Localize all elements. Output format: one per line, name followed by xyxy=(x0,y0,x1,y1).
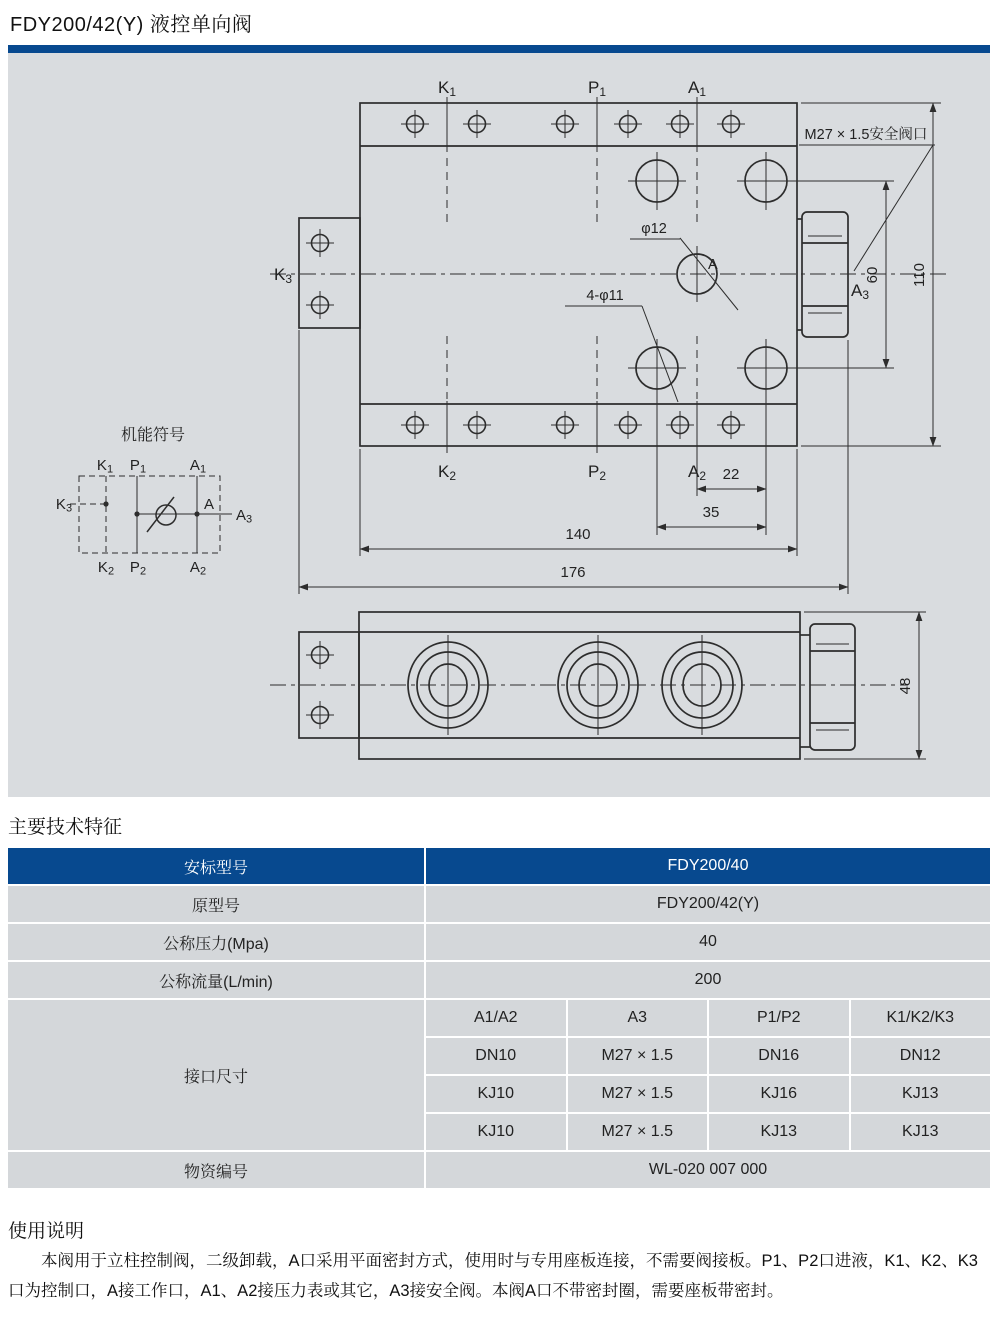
port-label-a1: A1 xyxy=(687,78,707,99)
port-size-header-row xyxy=(426,1000,990,1036)
port-size-row xyxy=(426,1076,990,1112)
port-size-cell: M27 × 1.5 xyxy=(568,1114,708,1150)
usage-paragraph: 本阀用于立柱控制阀，二级卸载，A口采用平面密封方式，使用时与专用座板连接，不需要阀接板。P1、P2口进液，K1、K2、K3口为控制口，A接工作口，A1、A2接压力表或其它，A3接安全阀。本阀A口不带密封圈，需要座板带密封。 xyxy=(8,1252,978,1300)
port-size-cell: M27 × 1.5 xyxy=(568,1038,708,1074)
port-size-cell: KJ10 xyxy=(426,1114,566,1150)
port-size-cell: DN10 xyxy=(426,1038,566,1074)
port-size-cell: KJ13 xyxy=(851,1076,991,1112)
spec-row-label: 公称流量(L/min) xyxy=(8,962,424,998)
spec-row-label: 原型号 xyxy=(8,886,424,922)
svg-text:176: 176 xyxy=(560,564,586,581)
svg-text:22: 22 xyxy=(722,466,740,483)
symbol-label-a1: A1 xyxy=(189,457,207,476)
svg-text:4-φ11: 4-φ11 xyxy=(586,288,624,304)
port-size-cell: DN16 xyxy=(709,1038,849,1074)
port-size-cell: KJ13 xyxy=(709,1114,849,1150)
spec-row-value: 200 xyxy=(426,962,990,998)
port-label-a2: A2 xyxy=(687,462,707,483)
port-size-cell: K1/K2/K3 xyxy=(851,1000,991,1036)
port-size-cell: DN12 xyxy=(851,1038,991,1074)
page-title: FDY200/42(Y) 液控单向阀 xyxy=(10,14,253,36)
port-label-p2: P2 xyxy=(587,462,607,483)
title-divider-bar xyxy=(8,45,990,53)
junction-dot xyxy=(194,511,199,516)
svg-text:140: 140 xyxy=(565,526,591,543)
spec-row-value: FDY200/40 xyxy=(426,848,990,884)
tech-spec-heading: 主要技术特征 xyxy=(8,817,123,838)
spec-row-value: 40 xyxy=(426,924,990,960)
symbol-label-k1: K1 xyxy=(96,457,114,476)
port-size-cell: A3 xyxy=(568,1000,708,1036)
symbol-label-a3: A3 xyxy=(236,507,253,526)
junction-dot xyxy=(103,501,108,506)
port-size-cell: KJ16 xyxy=(709,1076,849,1112)
valve-engineering-drawing xyxy=(8,53,990,797)
technical-drawing-panel xyxy=(8,53,990,797)
symbol-label-a: A xyxy=(204,496,215,513)
port-size-cell: KJ10 xyxy=(426,1076,566,1112)
symbol-label-a2: A2 xyxy=(189,559,207,578)
svg-text:110: 110 xyxy=(911,263,928,287)
svg-text:φ12: φ12 xyxy=(641,221,667,237)
material-code-value: WL-020 007 000 xyxy=(426,1152,990,1188)
port-label-a3: A3 xyxy=(850,281,870,302)
symbol-label-p2: P2 xyxy=(129,559,147,578)
junction-dot xyxy=(134,511,139,516)
symbol-label-k2: K2 xyxy=(97,559,115,578)
symbol-title: 机能符号 xyxy=(120,427,186,444)
port-size-row xyxy=(426,1038,990,1074)
port-label-p1: P1 xyxy=(587,78,607,99)
svg-text:48: 48 xyxy=(897,677,914,695)
svg-text:60: 60 xyxy=(864,266,881,284)
port-size-cell: A1/A2 xyxy=(426,1000,566,1036)
port-label-k3: K3 xyxy=(273,265,292,286)
spec-row-value: FDY200/42(Y) xyxy=(426,886,990,922)
port-a-mark: A xyxy=(708,257,718,273)
spec-table xyxy=(8,848,990,1188)
port-size-cell: KJ13 xyxy=(851,1114,991,1150)
port-size-row xyxy=(426,1114,990,1150)
material-code-label: 物资编号 xyxy=(8,1152,424,1188)
spec-row-label: 公称压力(Mpa) xyxy=(8,924,424,960)
port-size-cell: M27 × 1.5 xyxy=(568,1076,708,1112)
svg-text:35: 35 xyxy=(702,504,720,521)
port-size-cell: P1/P2 xyxy=(709,1000,849,1036)
port-label-k2: K2 xyxy=(437,462,457,483)
port-label-k1: K1 xyxy=(437,78,457,99)
svg-text:M27 × 1.5安全阀口: M27 × 1.5安全阀口 xyxy=(804,127,928,143)
symbol-label-p1: P1 xyxy=(129,457,147,476)
symbol-label-k3: K3 xyxy=(55,496,73,515)
port-size-label: 接口尺寸 xyxy=(8,1000,424,1150)
spec-row-label: 安标型号 xyxy=(8,848,424,884)
usage-heading: 使用说明 xyxy=(8,1221,85,1242)
